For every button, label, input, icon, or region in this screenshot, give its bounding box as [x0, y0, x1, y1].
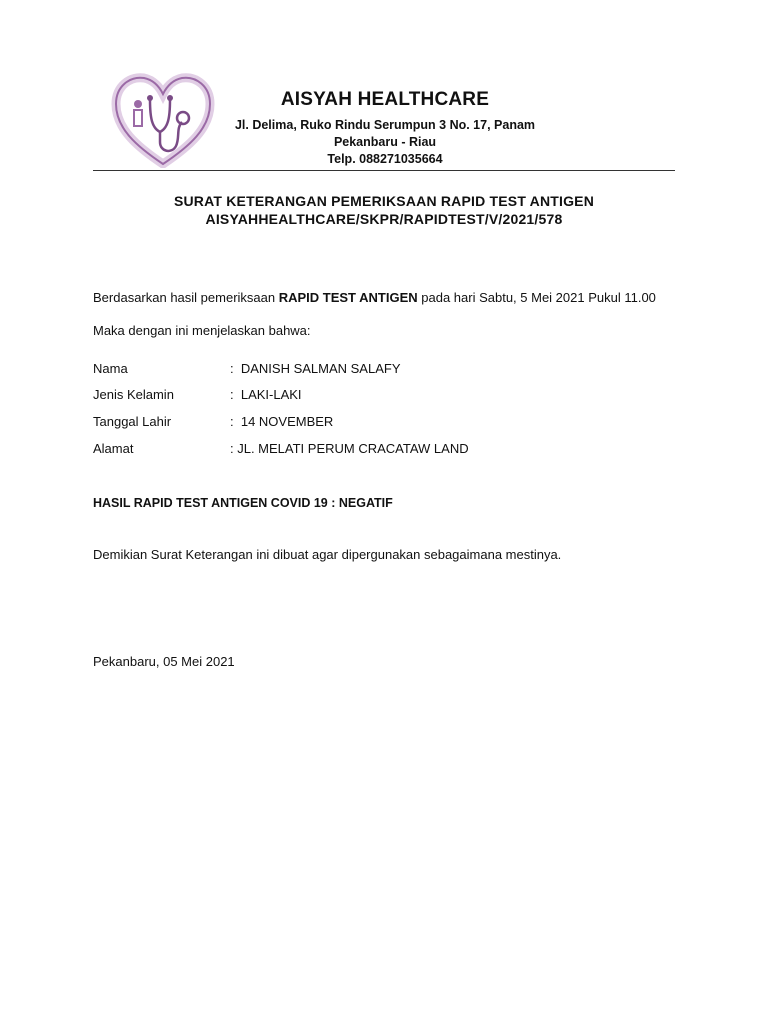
field-value-alamat: : JL. MELATI PERUM CRACATAW LAND [230, 441, 469, 456]
field-value-nama: : DANISH SALMAN SALAFY [230, 361, 401, 376]
closing-statement: Demikian Surat Keterangan ini dibuat agar dipergunakan sebagaimana mestinya. [93, 547, 562, 562]
address-line-1: Jl. Delima, Ruko Rindu Serumpun 3 No. 17, Panam [234, 118, 536, 132]
intro-text-after: pada hari Sabtu, 5 Mei 2021 Pukul 11.00 [417, 290, 656, 305]
field-value-jenis-kelamin: : LAKI-LAKI [230, 387, 302, 402]
phone-number: Telp. 088271035664 [327, 152, 443, 166]
place-and-date: Pekanbaru, 05 Mei 2021 [93, 654, 235, 669]
organization-name: AISYAH HEALTHCARE [280, 89, 490, 110]
test-result: HASIL RAPID TEST ANTIGEN COVID 19 : NEGATIF [93, 496, 393, 510]
document-title: SURAT KETERANGAN PEMERIKSAAN RAPID TEST ANTIGEN [173, 193, 595, 209]
intro-emphasis: RAPID TEST ANTIGEN [278, 290, 418, 305]
field-label-tanggal-lahir: Tanggal Lahir [93, 414, 172, 429]
document-number: AISYAHHEALTHCARE/SKPR/RAPIDTEST/V/2021/578 [205, 211, 563, 227]
intro-text-before: Berdasarkan hasil pemeriksaan [93, 290, 279, 305]
field-label-jenis-kelamin: Jenis Kelamin [93, 387, 174, 402]
field-label-nama: Nama [93, 361, 128, 376]
field-label-alamat: Alamat [93, 441, 134, 456]
field-value-tanggal-lahir: : 14 NOVEMBER [230, 414, 334, 429]
intro-paragraph [93, 289, 675, 306]
intro-line-2: Maka dengan ini menjelaskan bahwa: [93, 323, 311, 338]
address-line-2: Pekanbaru - Riau [333, 135, 437, 149]
header-divider [93, 170, 675, 171]
